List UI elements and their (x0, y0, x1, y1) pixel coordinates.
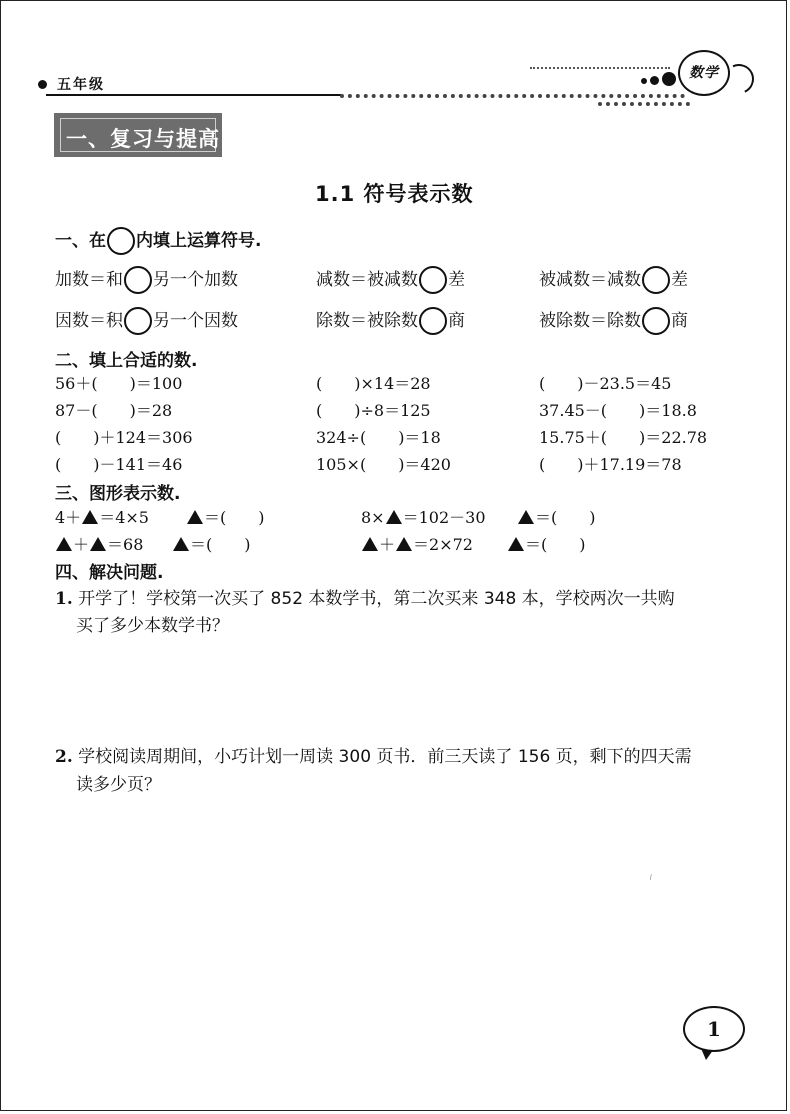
triangle-icon (82, 510, 98, 524)
equation: ( )－23.5＝45 (539, 374, 672, 393)
eq-text: ＋ (379, 535, 396, 554)
equation: 15.75＋( )＝22.78 (539, 428, 708, 447)
eq-answer: ＝( ) (190, 535, 251, 554)
item-left: 被除数＝除数 (539, 311, 641, 331)
triangle-icon (362, 537, 378, 551)
section-title-box (54, 113, 222, 157)
deco-dot (662, 72, 676, 86)
problem-text: 学校阅读周期间，小巧计划一周读 300 页书．前三天读了 156 页，剩下的四天需 (78, 747, 692, 767)
header-dotted-rule-upper (530, 67, 670, 69)
header-dotted-rule (340, 94, 685, 98)
item-left: 因数＝积 (55, 311, 123, 331)
answer-circle[interactable] (642, 307, 670, 335)
item-right: 差 (448, 270, 465, 290)
page-number-bubble (683, 1006, 745, 1052)
triangle-icon (518, 510, 534, 524)
part2-heading: 二、填上合适的数. (55, 351, 198, 371)
problem-2-line-1 (55, 742, 692, 767)
item-left: 被减数＝减数 (539, 270, 641, 290)
header-dotted-rule-lower (598, 102, 690, 106)
blank-circle (107, 227, 135, 255)
deco-dot (641, 78, 647, 84)
eq-text: ＝2×72 (413, 535, 473, 554)
item-right: 另一个因数 (153, 311, 238, 331)
eq-text: 4＋ (55, 508, 82, 527)
subject-label: 数学 (689, 65, 719, 81)
problem-number: 2. (55, 747, 73, 767)
answer-circle[interactable] (419, 307, 447, 335)
shape-equation (55, 532, 143, 555)
shape-answer (172, 532, 251, 555)
eq-text: ＝4×5 (99, 508, 149, 527)
part4-heading: 四、解决问题. (55, 563, 164, 583)
eq-answer: ＝( ) (525, 535, 586, 554)
grade-label: 五年级 (57, 77, 105, 93)
part1-item (539, 265, 688, 294)
item-right: 另一个加数 (153, 270, 238, 290)
part1-item (55, 306, 238, 335)
part1-heading-before: 一、在 (55, 231, 106, 251)
deco-dot (650, 76, 659, 85)
part1-heading (55, 226, 261, 255)
triangle-icon (386, 510, 402, 524)
problem-2-line-2: 读多少页？ (76, 775, 161, 795)
shape-answer (507, 532, 586, 555)
triangle-icon (508, 537, 524, 551)
equation: ( )÷8＝125 (316, 401, 431, 420)
triangle-icon (187, 510, 203, 524)
problem-1-line-2: 买了多少本数学书？ (76, 616, 229, 636)
shape-equation (361, 532, 473, 555)
eq-answer: ＝( ) (204, 508, 265, 527)
equation: ( )×14＝28 (316, 374, 431, 393)
equation: ( )－141＝46 (55, 455, 183, 474)
equation: ( )＋17.19＝78 (539, 455, 682, 474)
answer-circle[interactable] (124, 266, 152, 294)
equation: 324÷( )＝18 (316, 428, 441, 447)
equation: 56＋( )＝100 (55, 374, 183, 393)
header-rule (46, 94, 341, 96)
triangle-icon (90, 537, 106, 551)
page-number: 1 (707, 1017, 721, 1041)
eq-text: ＝68 (107, 535, 144, 554)
subject-badge (678, 50, 730, 96)
triangle-icon (396, 537, 412, 551)
part1-item (316, 265, 465, 294)
item-right: 商 (448, 311, 465, 331)
shape-answer (186, 505, 265, 528)
shape-equation (361, 505, 486, 528)
eq-answer: ＝( ) (535, 508, 596, 527)
problem-1-line-1 (55, 584, 675, 609)
part1-item (539, 306, 688, 335)
part1-item (55, 265, 238, 294)
equation: 37.45－( )＝18.8 (539, 401, 697, 420)
answer-circle[interactable] (419, 266, 447, 294)
header-bullet (38, 80, 47, 89)
shape-equation (55, 505, 149, 528)
answer-circle[interactable] (642, 266, 670, 294)
eq-text: ＝102－30 (402, 508, 486, 527)
print-mark: ⸝ (642, 867, 656, 883)
item-left: 除数＝被除数 (316, 311, 418, 331)
equation: 105×( )＝420 (316, 455, 451, 474)
eq-text: 8× (361, 508, 385, 527)
part1-heading-after: 内填上运算符号. (136, 231, 262, 251)
item-left: 减数＝被减数 (316, 270, 418, 290)
section-title: 一、复习与提高 (66, 126, 220, 151)
equation: 87－( )＝28 (55, 401, 173, 420)
problem-number: 1. (55, 589, 73, 609)
part3-heading: 三、图形表示数. (55, 484, 181, 504)
item-right: 商 (671, 311, 688, 331)
equation: ( )＋124＝306 (55, 428, 193, 447)
eq-text: ＋ (73, 535, 90, 554)
part1-item (316, 306, 465, 335)
triangle-icon (56, 537, 72, 551)
lesson-title: 1.1 符号表示数 (315, 182, 474, 206)
shape-answer (517, 505, 596, 528)
item-right: 差 (671, 270, 688, 290)
item-left: 加数＝和 (55, 270, 123, 290)
problem-text: 开学了！学校第一次买了 852 本数学书，第二次买来 348 本，学校两次一共购 (78, 589, 675, 609)
answer-circle[interactable] (124, 307, 152, 335)
triangle-icon (173, 537, 189, 551)
